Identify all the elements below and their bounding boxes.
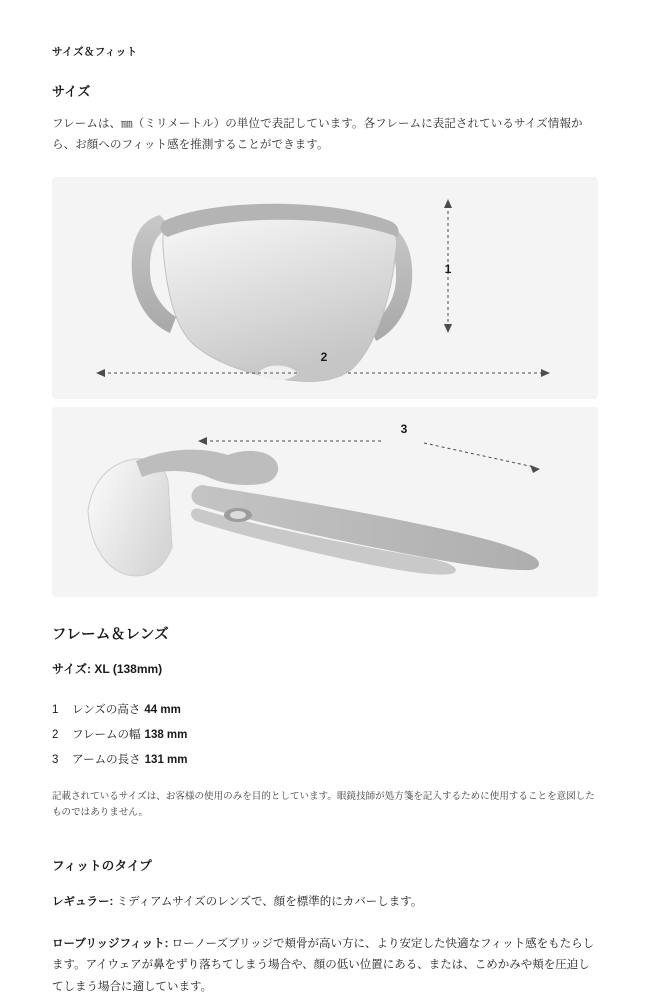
- page-title-size: サイズ: [52, 84, 91, 99]
- side-view-svg: [52, 407, 598, 597]
- measurement-list: [52, 701, 598, 767]
- measurement-index: 3: [52, 753, 59, 766]
- lens-shape: [163, 206, 397, 381]
- measurement-label: フレームの幅: [72, 728, 141, 741]
- size-intro-text: フレームは、㎜（ミリメートル）の単位で表記しています。各フレームに表記されているサイズ情報から、お顔へのフィット感を推測することができます。: [52, 118, 583, 152]
- list-item: [52, 701, 598, 717]
- fit-types-heading: フィットのタイプ: [52, 858, 152, 873]
- fit-type-description: ローノーズブリッジで頬骨が高い方に、より安定した快適なフィット感をもたらします。アイウェアが鼻をずり落ちてしまう場合や、顔の低い位置にある、または、こめかみや頬を圧迫してしまう場合に適しています。: [52, 937, 595, 994]
- measurement-label: レンズの高さ: [72, 703, 141, 716]
- list-item: [52, 726, 598, 742]
- side-view-figure: [52, 407, 598, 597]
- fit-type-low-bridge: [52, 934, 598, 1000]
- fit-type-term: レギュラー:: [52, 895, 114, 908]
- measurement-label: アームの長さ: [72, 753, 141, 766]
- measurement-value: 44 mm: [144, 703, 181, 716]
- fit-type-description: ミディアムサイズのレンズで、顔を標準的にカバーします。: [113, 895, 423, 908]
- measurement-index: 1: [52, 703, 59, 716]
- brand-logo-inner-icon: [230, 511, 246, 519]
- frame-lens-heading: フレーム＆レンズ: [52, 626, 170, 643]
- front-view-svg: [52, 177, 598, 399]
- vertical-dimension-annotation: [444, 199, 452, 333]
- measurement-value: 138 mm: [144, 728, 188, 741]
- label-horizontal-2: 2: [320, 349, 328, 364]
- label-vertical-1: 1: [444, 261, 452, 276]
- measurement-value: 131 mm: [144, 753, 188, 766]
- front-view-figure: [52, 177, 598, 399]
- lens-side-shape: [88, 458, 172, 575]
- breadcrumb: サイズ＆フィット: [52, 46, 138, 58]
- list-item: [52, 751, 598, 767]
- fit-type-term: ローブリッジフィット:: [52, 937, 169, 950]
- label-arm-3: 3: [400, 421, 408, 436]
- frame-size-value: サイズ: XL (138mm): [52, 661, 163, 676]
- size-disclaimer: 記載されているサイズは、お客様の使用のみを目的としています。眼鏡技師が処方箋を記入するために使用することを意図したものではありません。: [52, 790, 595, 819]
- fit-type-regular: [52, 892, 598, 914]
- measurement-index: 2: [52, 728, 59, 741]
